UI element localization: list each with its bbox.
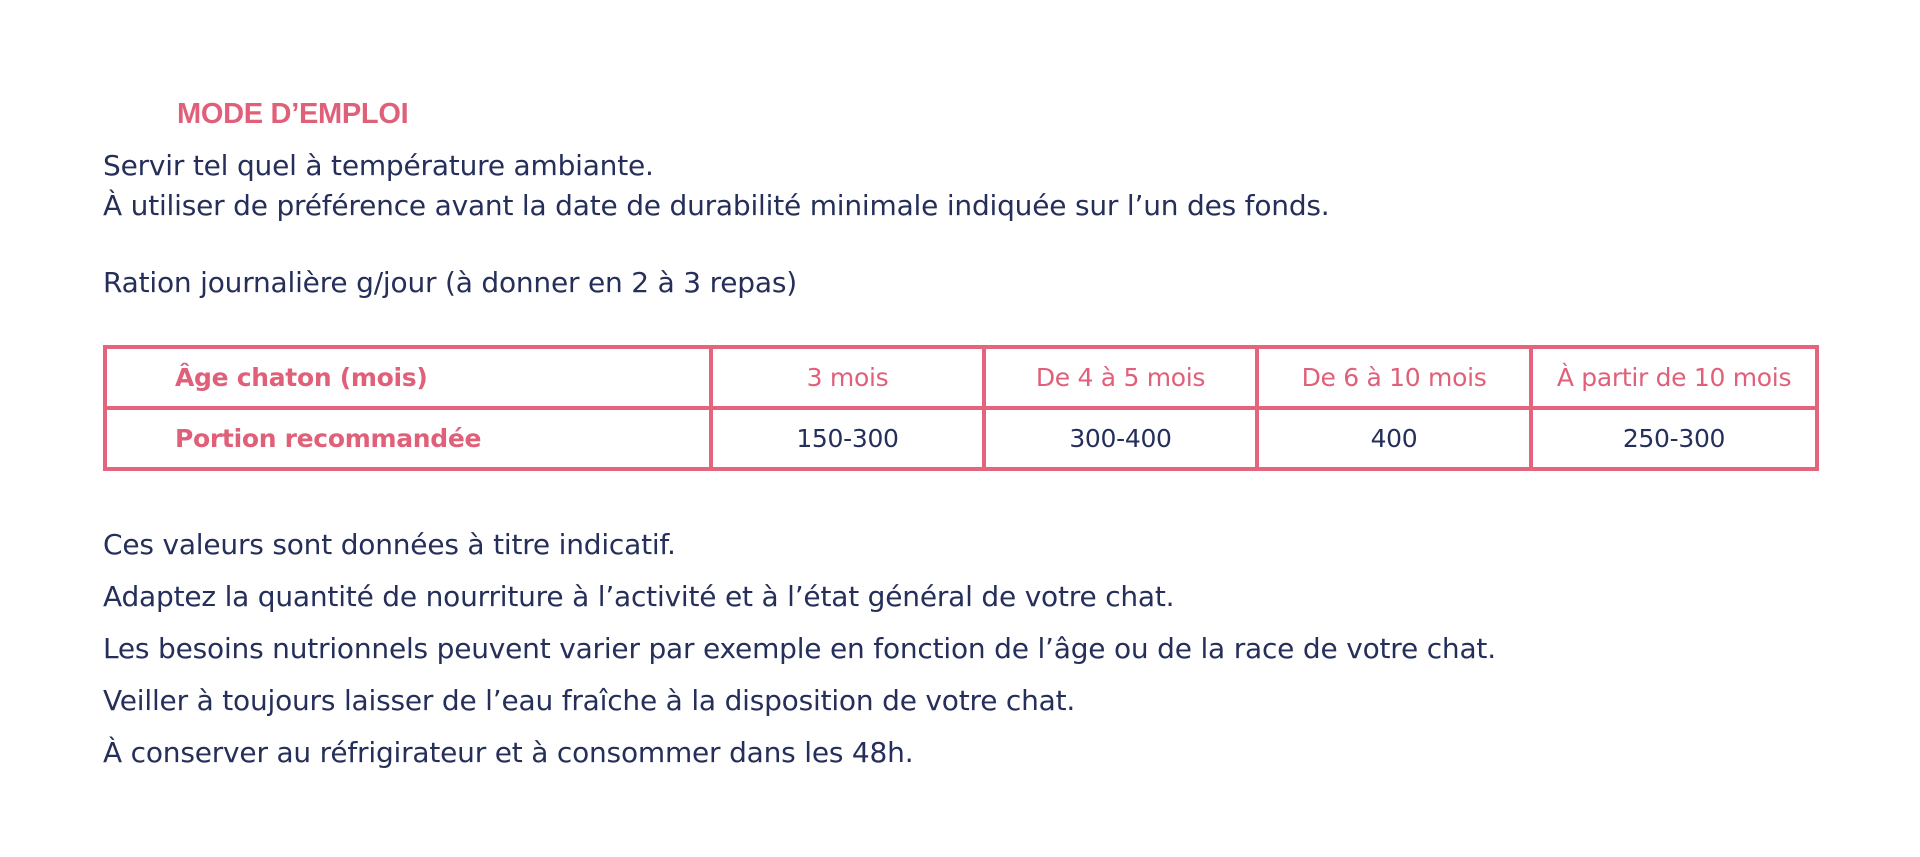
age-cell: 3 mois [711,347,984,408]
note-storage: À conserver au réfrigirateur et à consommer dans les 48h. [103,736,914,769]
portion-row [105,408,1817,469]
section-title: MODE D’EMPLOI [177,98,409,130]
feeding-table [103,345,1819,471]
age-cell: De 6 à 10 mois [1257,347,1531,408]
note-nutritional-needs: Les besoins nutrionnels peuvent varier par exemple en fonction de l’âge ou de la race de votre chat. [103,632,1496,665]
portion-cell: 300-400 [984,408,1257,469]
best-before-instruction: À utiliser de préférence avant la date de durabilité minimale indiquée sur l’un des fonds. [103,189,1330,222]
portion-cell: 400 [1257,408,1531,469]
age-cell: À partir de 10 mois [1531,347,1817,408]
age-row [105,347,1817,408]
serving-instruction: Servir tel quel à température ambiante. [103,149,654,182]
note-fresh-water: Veiller à toujours laisser de l’eau fraîche à la disposition de votre chat. [103,684,1076,717]
daily-ration-label: Ration journalière g/jour (à donner en 2 à 3 repas) [103,266,797,299]
age-cell: De 4 à 5 mois [984,347,1257,408]
note-adapt-quantity: Adaptez la quantité de nourriture à l’activité et à l’état général de votre chat. [103,580,1175,613]
age-row-label: Âge chaton (mois) [105,347,711,408]
note-indicative: Ces valeurs sont données à titre indicatif. [103,528,676,561]
portion-cell: 250-300 [1531,408,1817,469]
portion-row-label: Portion recommandée [105,408,711,469]
feeding-notes [103,519,1496,779]
usage-instructions [103,146,1329,226]
portion-cell: 150-300 [711,408,984,469]
